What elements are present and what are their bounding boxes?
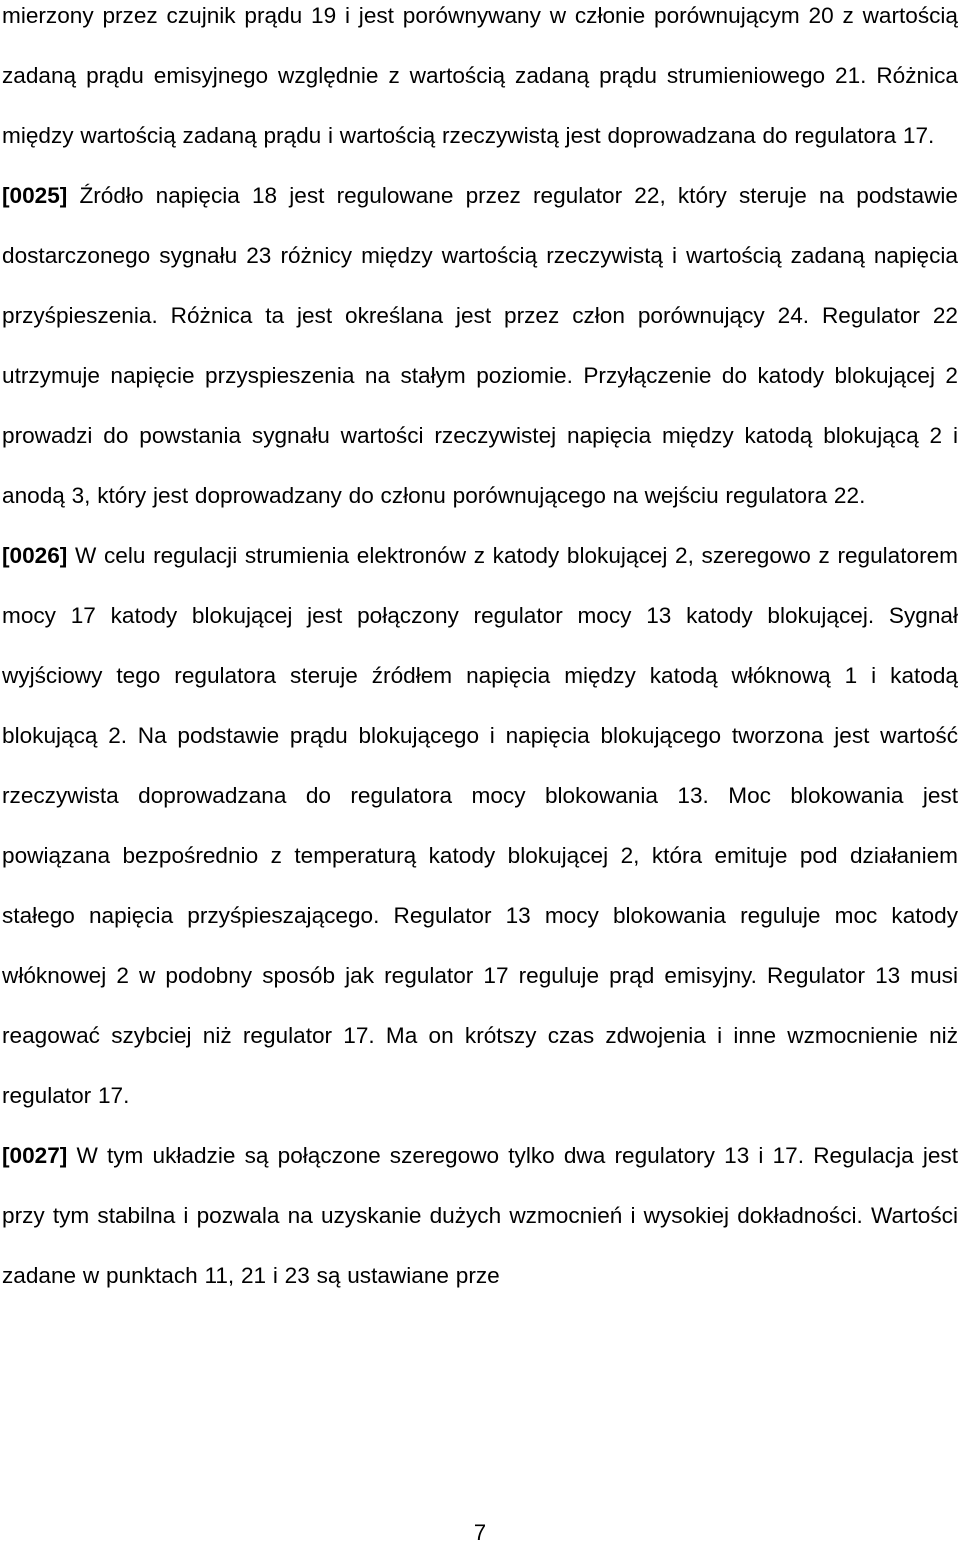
paragraph-number: [0026] [2, 543, 68, 568]
paragraph-0026 [2, 526, 958, 1126]
paragraph-0025 [2, 166, 958, 526]
page-number: 7 [473, 1520, 487, 1545]
paragraph-text: W tym układzie są połączone szeregowo tylko dwa regulatory 13 i 17. Regulacja jest przy tym stabilna i pozwala na uzyskanie dużych wzmocnień i wysokiej dokładności. Wartości zadane w punktach 11, 21 i 23 są ustawiane prze [2, 1143, 958, 1288]
document-page [2, 0, 958, 1306]
paragraph-number: [0025] [2, 183, 68, 208]
paragraph-0027 [2, 1126, 958, 1306]
paragraph-number: [0027] [2, 1143, 68, 1168]
paragraph-continuation [2, 0, 958, 166]
paragraph-text: Źródło napięcia 18 jest regulowane przez regulator 22, który steruje na podstawie dostarczonego sygnału 23 różnicy między wartością rzeczywistą i wartością zadaną napięcia przyśpieszenia. Różnica ta jest określana jest przez człon porównujący 24. Regulator 22 utrzymuje napięcie przyspieszenia na stałym poziomie. Przyłączenie do katody blokującej 2 prowadzi do powstania sygnału wartości rzeczywistej napięcia między katodą blokującą 2 i anodą 3, który jest doprowadzany do członu porównującego na wejściu regulatora 22. [2, 183, 958, 508]
paragraph-text: W celu regulacji strumienia elektronów z katody blokującej 2, szeregowo z regulatorem mocy 17 katody blokującej jest połączony regulator mocy 13 katody blokującej. Sygnał wyjściowy tego regulatora steruje źródłem napięcia między katodą włóknową 1 i katodą blokującą 2. Na podstawie prądu blokującego i napięcia blokującego tworzona jest wartość rzeczywista doprowadzana do regulatora mocy blokowania 13. Moc blokowania jest powiązana bezpośrednio z temperaturą katody blokującej 2, która emituje pod działaniem stałego napięcia przyśpieszającego. Regulator 13 mocy blokowania reguluje moc katody włóknowej 2 w podobny sposób jak regulator 17 reguluje prąd emisyjny. Regulator 13 musi reagować szybciej niż regulator 17. Ma on krótszy czas zdwojenia i inne wzmocnienie niż regulator 17. [2, 543, 958, 1108]
paragraph-text: mierzony przez czujnik prądu 19 i jest porównywany w członie porównującym 20 z wartością zadaną prądu emisyjnego względnie z wartością zadaną prądu strumieniowego 21. Różnica między wartością zadaną prądu i wartością rzeczywistą jest doprowadzana do regulatora 17. [2, 3, 958, 148]
